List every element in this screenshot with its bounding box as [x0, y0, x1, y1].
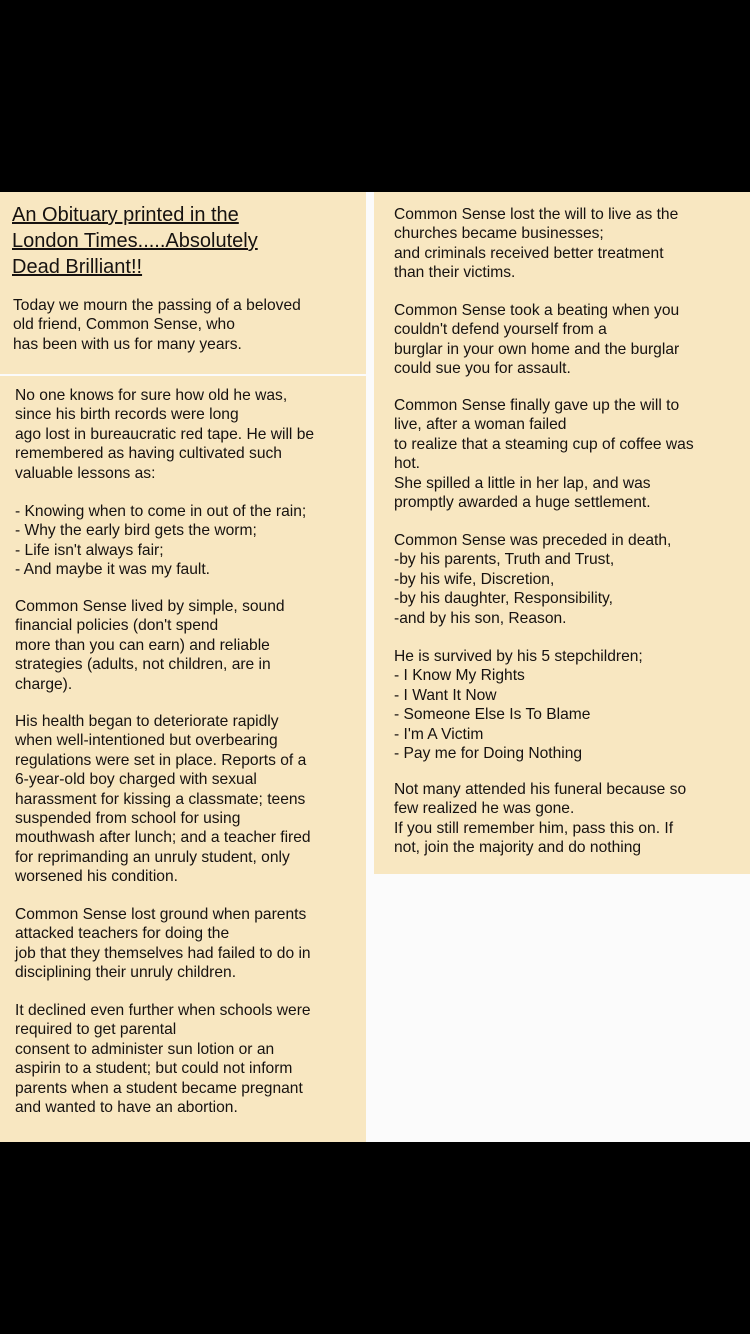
left-column-clipping — [0, 376, 366, 1142]
obituary-title: An Obituary printed in the London Times.....Absolutely Dead Brilliant!! — [12, 204, 258, 278]
paragraph-burglar: Common Sense took a beating when you couldn't defend yourself from a burglar in your own home and the burglar could sue you for assault. — [394, 302, 680, 378]
right-column-clipping — [374, 192, 750, 874]
paragraph-churches: Common Sense lost the will to live as the churches became businesses; and criminals received better treatment than their victims. — [394, 206, 679, 282]
scanned-obituary — [0, 192, 750, 1142]
paragraph-coffee: Common Sense finally gave up the will to live, after a woman failed to realize that a steaming cup of coffee was hot. She spilled a little in her lap, and was promptly awarded a huge settlement. — [394, 397, 694, 512]
paragraph-origins: No one knows for sure how old he was, since his birth records were long ago lost in bureaucratic red tape. He will be remembered as having cultivated such valuable lessons as: — [15, 387, 315, 482]
intro-paragraph: Today we mourn the passing of a beloved old friend, Common Sense, who has been with us for many years. — [13, 297, 301, 353]
list-lessons: - Knowing when to come in out of the rain; - Why the early bird gets the worm; - Life isn't always fair; - And maybe it was my fault. — [15, 503, 307, 579]
paragraph-funeral: Not many attended his funeral because so few realized he was gone. If you still remember him, pass this on. If not, join the majority and do nothing — [394, 781, 687, 857]
paragraph-parents: Common Sense lost ground when parents attacked teachers for doing the job that they themselves had failed to do in disciplining their unruly children. — [15, 906, 311, 982]
paragraph-policies: Common Sense lived by simple, sound financial policies (don't spend more than you can earn) and reliable strategies (adults, not children, are in charge). — [15, 598, 285, 693]
list-stepchildren: He is survived by his 5 stepchildren; - I Know My Rights - I Want It Now - Someone Else Is To Blame - I'm A Victim - Pay me for Doing Nothing — [394, 648, 643, 763]
title-clipping — [0, 192, 366, 374]
paragraph-preceded: Common Sense was preceded in death, -by his parents, Truth and Trust, -by his wife, Discretion, -by his daughter, Responsibility, -and by his son, Reason. — [394, 532, 672, 627]
paragraph-health: His health began to deteriorate rapidly when well-intentioned but overbearing regulations were set in place. Reports of a 6-year-old boy charged with sexual harassment for kissing a classmate; teens suspended from school for using mouthwash after lunch; and a teacher fired for reprimanding an unruly student, only worsened his condition. — [15, 713, 311, 886]
paragraph-schools: It declined even further when schools were required to get parental consent to administer sun lotion or an aspirin to a student; but could not inform parents when a student became pregnant and wanted to have an abortion. — [15, 1002, 311, 1117]
